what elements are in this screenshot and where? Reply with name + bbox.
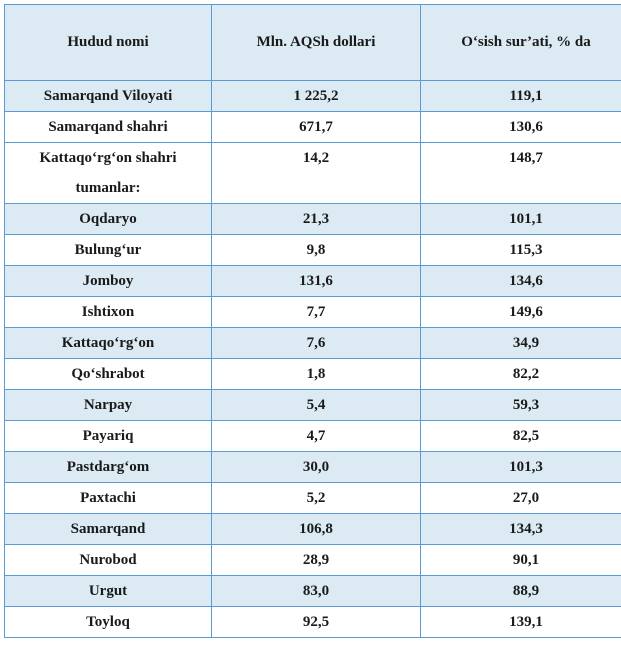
table-row <box>5 390 621 421</box>
table-row <box>5 576 621 607</box>
region-name-cell: Toyloq <box>5 607 212 638</box>
region-name-cell: Samarqand Viloyati <box>5 81 212 112</box>
value-cell: 5,4 <box>212 390 421 421</box>
table-row <box>5 483 621 514</box>
section-label-cell: tumanlar: <box>5 173 212 204</box>
growth-cell <box>421 173 621 204</box>
value-cell: 131,6 <box>212 266 421 297</box>
value-cell: 14,2 <box>212 143 421 174</box>
table-row <box>5 266 621 297</box>
value-cell: 9,8 <box>212 235 421 266</box>
growth-cell: 130,6 <box>421 112 621 143</box>
table-row <box>5 545 621 576</box>
growth-cell: 149,6 <box>421 297 621 328</box>
region-name-cell: Samarqand shahri <box>5 112 212 143</box>
value-cell: 5,2 <box>212 483 421 514</box>
table-row <box>5 328 621 359</box>
region-name-cell: Nurobod <box>5 545 212 576</box>
growth-cell: 134,3 <box>421 514 621 545</box>
growth-cell: 82,2 <box>421 359 621 390</box>
growth-cell: 90,1 <box>421 545 621 576</box>
value-cell: 21,3 <box>212 204 421 235</box>
growth-cell: 88,9 <box>421 576 621 607</box>
regional-statistics-table <box>4 4 621 638</box>
table-row <box>5 204 621 235</box>
region-name-cell: Narpay <box>5 390 212 421</box>
growth-cell: 82,5 <box>421 421 621 452</box>
table-row <box>5 81 621 112</box>
value-cell: 7,7 <box>212 297 421 328</box>
growth-cell: 101,3 <box>421 452 621 483</box>
region-name-cell: Paxtachi <box>5 483 212 514</box>
header-million-usd: Mln. AQSh dollari <box>212 5 421 81</box>
region-name-cell: Samarqand <box>5 514 212 545</box>
value-cell: 1,8 <box>212 359 421 390</box>
region-name-cell: Kattaqo‘rg‘on <box>5 328 212 359</box>
table-header-row <box>5 5 621 81</box>
value-cell: 30,0 <box>212 452 421 483</box>
table-row <box>5 421 621 452</box>
header-growth-rate: O‘sish sur’ati, % da <box>421 5 621 81</box>
value-cell: 83,0 <box>212 576 421 607</box>
region-name-cell: Oqdaryo <box>5 204 212 235</box>
table-row <box>5 297 621 328</box>
value-cell <box>212 173 421 204</box>
growth-cell: 134,6 <box>421 266 621 297</box>
region-name-cell: Kattaqo‘rg‘on shahri <box>5 143 212 174</box>
growth-cell: 101,1 <box>421 204 621 235</box>
table-row <box>5 235 621 266</box>
value-cell: 106,8 <box>212 514 421 545</box>
value-cell: 92,5 <box>212 607 421 638</box>
table-row <box>5 112 621 143</box>
table-row <box>5 607 621 638</box>
table-row <box>5 514 621 545</box>
value-cell: 1 225,2 <box>212 81 421 112</box>
value-cell: 671,7 <box>212 112 421 143</box>
growth-cell: 148,7 <box>421 143 621 174</box>
region-name-cell: Ishtixon <box>5 297 212 328</box>
region-name-cell: Urgut <box>5 576 212 607</box>
table-row <box>5 143 621 174</box>
region-name-cell: Pastdarg‘om <box>5 452 212 483</box>
growth-cell: 139,1 <box>421 607 621 638</box>
growth-cell: 34,9 <box>421 328 621 359</box>
header-region-name: Hudud nomi <box>5 5 212 81</box>
region-name-cell: Jomboy <box>5 266 212 297</box>
value-cell: 4,7 <box>212 421 421 452</box>
value-cell: 28,9 <box>212 545 421 576</box>
growth-cell: 59,3 <box>421 390 621 421</box>
growth-cell: 119,1 <box>421 81 621 112</box>
table-container <box>4 4 621 638</box>
table-row <box>5 452 621 483</box>
region-name-cell: Qo‘shrabot <box>5 359 212 390</box>
growth-cell: 27,0 <box>421 483 621 514</box>
region-name-cell: Bulung‘ur <box>5 235 212 266</box>
growth-cell: 115,3 <box>421 235 621 266</box>
value-cell: 7,6 <box>212 328 421 359</box>
table-row <box>5 359 621 390</box>
table-row-subheading <box>5 173 621 204</box>
region-name-cell: Payariq <box>5 421 212 452</box>
